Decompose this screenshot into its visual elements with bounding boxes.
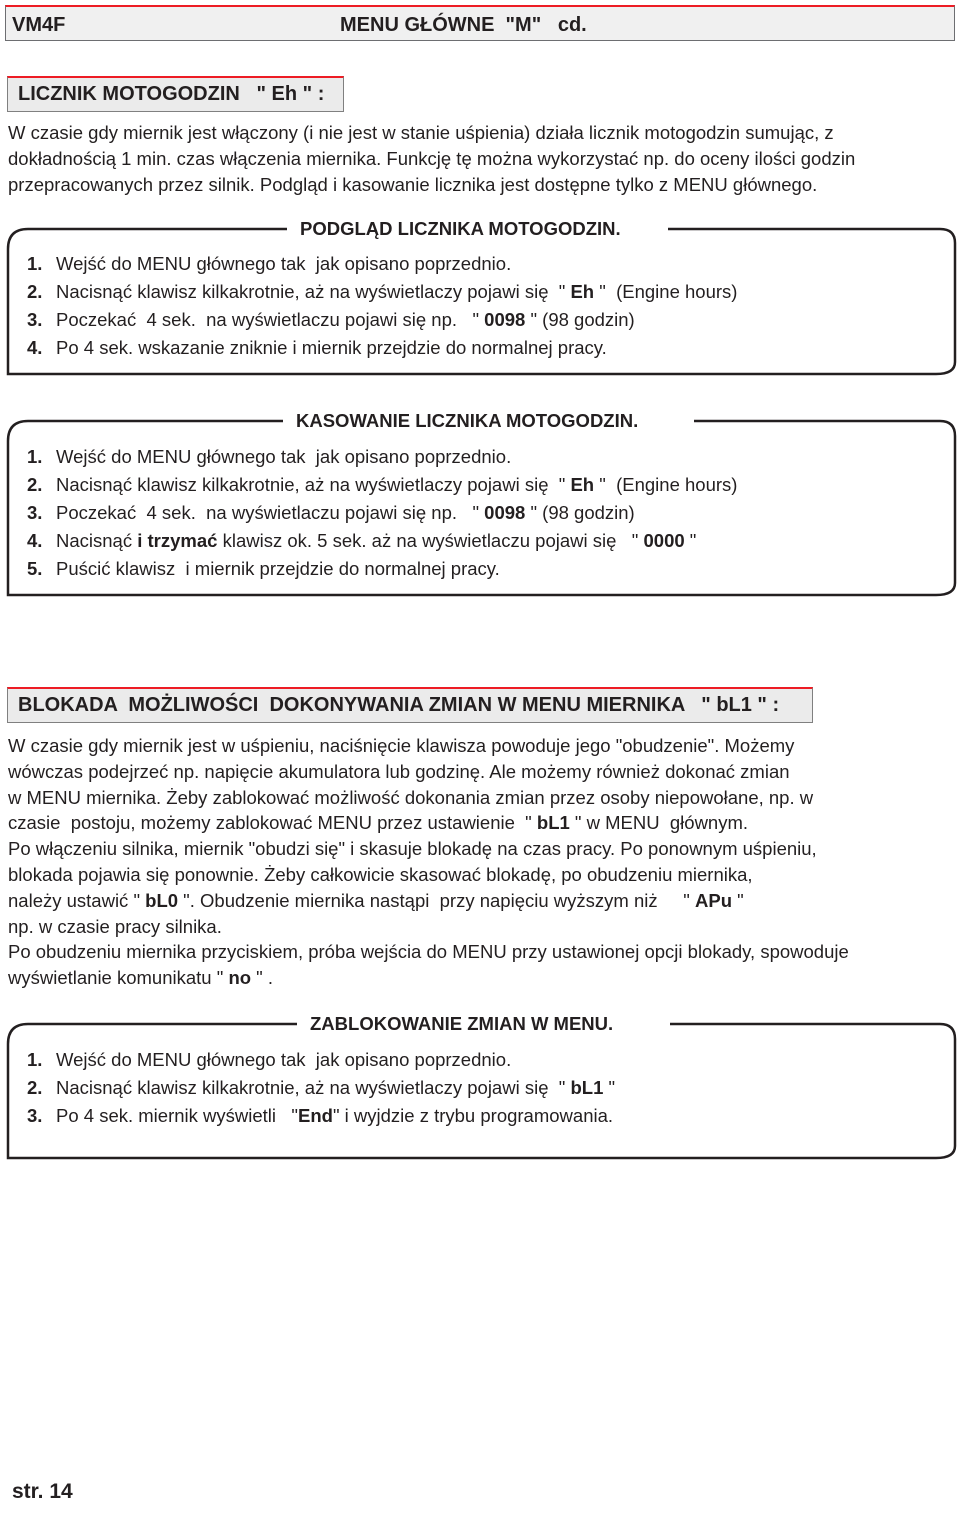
counter-preview-steps: [27, 250, 737, 362]
paragraph-line: przepracowanych przez silnik. Podgląd i kasowanie licznika jest dostępne tylko z MENU głównego.: [8, 173, 818, 195]
step-item: 5. Puścić klawisz i miernik przejdzie do normalnej pracy.: [27, 558, 500, 579]
paragraph-line: wówczas podejrzeć np. napięcie akumulatora lub godzinę. Ale możemy również dokonać zmian: [8, 760, 790, 782]
model-code: VM4F: [12, 14, 66, 36]
box-title-counter-preview: PODGLĄD LICZNIKA MOTOGODZIN.: [292, 218, 629, 240]
step-item: 4. Po 4 sek. wskazanie zniknie i miernik przejdzie do normalnej pracy.: [27, 337, 607, 358]
paragraph-line: W czasie gdy miernik jest w uśpieniu, naciśnięcie klawisza powoduje jego "obudzenie". Możemy: [8, 735, 795, 756]
step-item: 1. Wejść do MENU głównego tak jak opisano poprzednio.: [27, 1049, 512, 1070]
box-title-menu-lock-steps: ZABLOKOWANIE ZMIAN W MENU.: [302, 1013, 621, 1035]
paragraph-line: Po włączeniu silnika, miernik "obudzi się" i skasuje blokadę na czas pracy. Po ponownym uśpieniu,: [8, 838, 817, 860]
paragraph-line: należy ustawić " bL0 ". Obudzenie miernika nastąpi przy napięciu wyższym niż " APu ": [8, 889, 744, 911]
step-item: 3. Po 4 sek. miernik wyświetli "End" i wyjdzie z trybu programowania.: [27, 1105, 614, 1126]
menu-lock-description: [8, 733, 953, 991]
step-item: 1. Wejść do MENU głównego tak jak opisano poprzednio.: [27, 446, 512, 467]
step-item: 2. Nacisnąć klawisz kilkakrotnie, aż na wyświetlaczy pojawi się " Eh " (Engine hours): [27, 281, 738, 302]
counter-reset-steps: [27, 443, 737, 583]
paragraph-line: w MENU miernika. Żeby zablokować możliwość dokonania zmian przez osoby niepowołane, np. w: [8, 786, 814, 808]
page-number: str. 14: [12, 1480, 73, 1503]
step-item: 2. Nacisnąć klawisz kilkakrotnie, aż na wyświetlaczy pojawi się " bL1 ": [27, 1077, 616, 1098]
step-item: 4. Nacisnąć i trzymać klawisz ok. 5 sek. aż na wyświetlaczu pojawi się " 0000 ": [27, 530, 697, 551]
paragraph-line: Po obudzeniu miernika przyciskiem, próba wejścia do MENU przy ustawionej opcji blokady, spowoduje: [8, 941, 849, 963]
menu-lock-steps: [27, 1046, 615, 1130]
paragraph-line: dokładnością 1 min. czas włączenia miernika. Funkcję tę można wykorzystać np. do oceny ilości godzin: [8, 147, 856, 169]
step-item: 3. Poczekać 4 sek. na wyświetlaczu pojawi się np. " 0098 " (98 godzin): [27, 309, 635, 330]
section-heading-engine-hours: LICZNIK MOTOGODZIN " Eh " :: [7, 76, 344, 112]
paragraph-line: blokada pojawia się ponownie. Żeby całkowicie skasować blokadę, po obudzeniu miernika,: [8, 863, 753, 885]
step-item: 1. Wejść do MENU głównego tak jak opisano poprzednio.: [27, 253, 512, 274]
box-title-counter-reset: KASOWANIE LICZNIKA MOTOGODZIN.: [288, 410, 646, 432]
paragraph-line: wyświetlanie komunikatu " no " .: [8, 967, 274, 989]
paragraph-line: czasie postoju, możemy zablokować MENU przez ustawienie " bL1 " w MENU głównym.: [8, 812, 749, 834]
step-item: 2. Nacisnąć klawisz kilkakrotnie, aż na wyświetlaczy pojawi się " Eh " (Engine hours): [27, 474, 738, 495]
page-title: MENU GŁÓWNE "M" cd.: [340, 14, 587, 36]
paragraph-line: W czasie gdy miernik jest włączony (i nie jest w stanie uśpienia) działa licznik motogodzin sumując, z: [8, 122, 834, 143]
paragraph-line: np. w czasie pracy silnika.: [8, 915, 222, 937]
section-heading-menu-lock: BLOKADA MOŻLIWOŚCI DOKONYWANIA ZMIAN W MENU MIERNIKA " bL1 " :: [7, 687, 813, 723]
step-item: 3. Poczekać 4 sek. na wyświetlaczu pojawi się np. " 0098 " (98 godzin): [27, 502, 635, 523]
